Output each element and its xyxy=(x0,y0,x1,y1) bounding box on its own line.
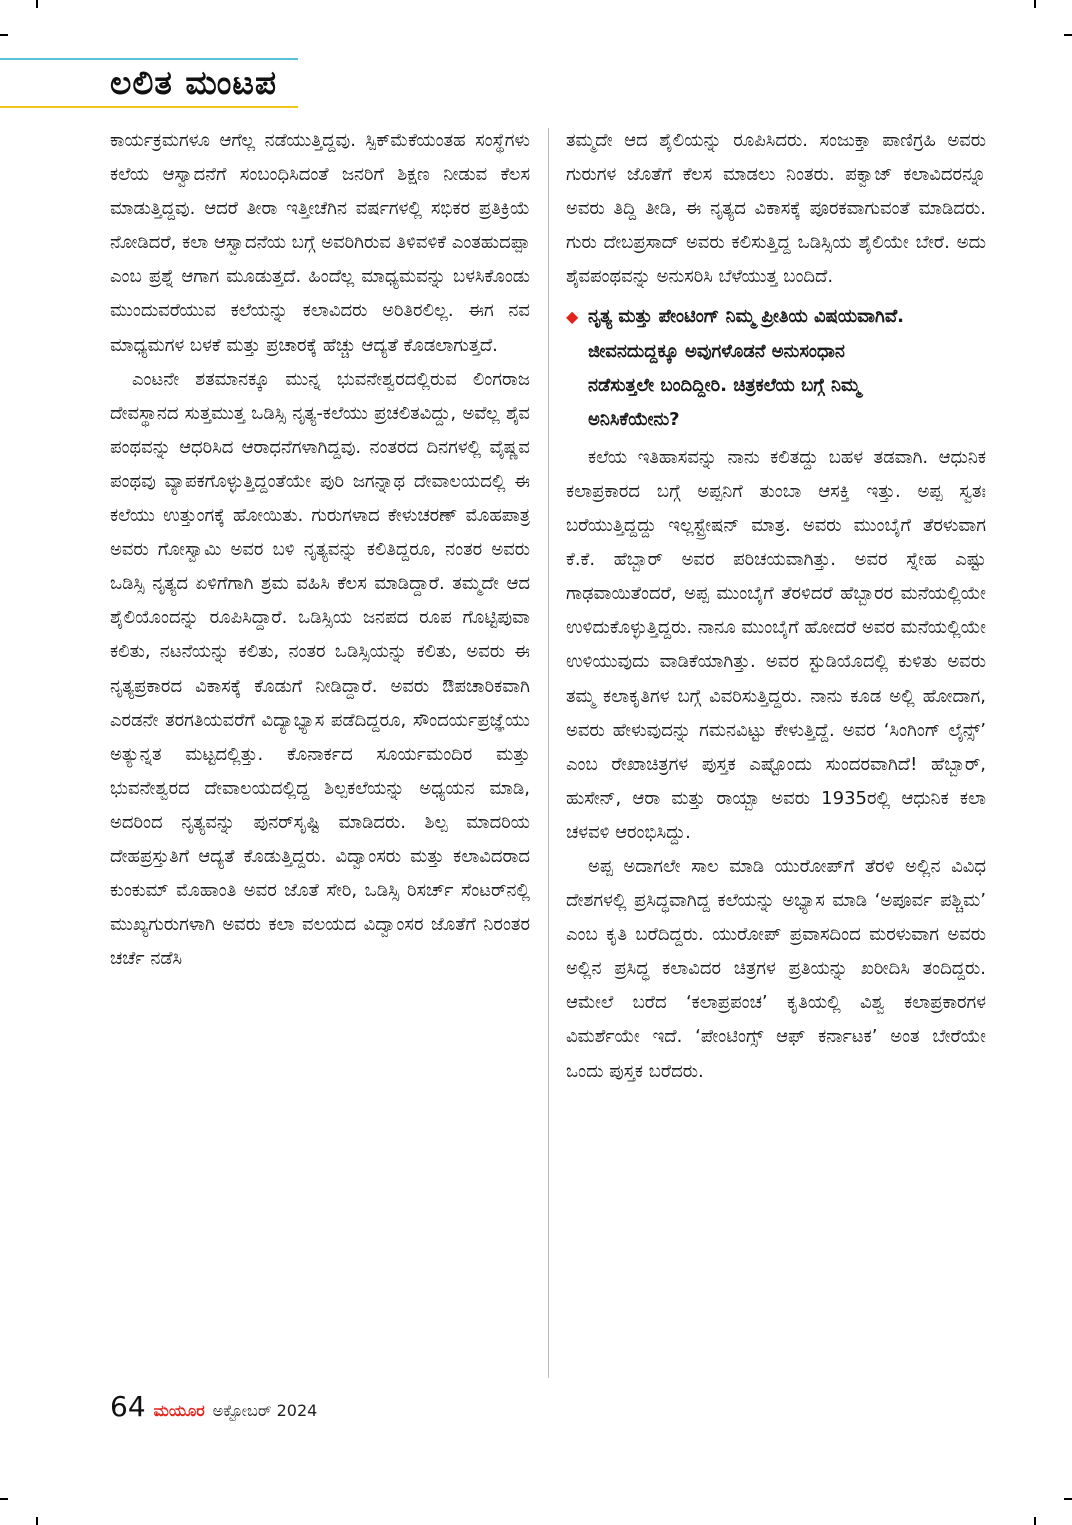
issue-date: ಅಕ್ಟೋಬರ್ 2024 xyxy=(212,1401,318,1420)
section-rule-bottom xyxy=(0,106,298,108)
paragraph: ಕಲೆಯ ಇತಿಹಾಸವನ್ನು ನಾನು ಕಲಿತದ್ದು ಬಹಳ ತಡವಾಗಿ. ಆಧುನಿಕ ಕಲಾಪ್ರಕಾರದ ಬಗ್ಗೆ ಅಪ್ಪನಿಗೆ ತುಂಬಾ ಆಸಕ್ತಿ ಇತ್ತು. ಅಪ್ಪ ಸ್ವತಃ ಬರೆಯುತ್ತಿದ್ದದ್ದು ಇಲ್ಲಸ್ಟ್ರೇಷನ್ ಮಾತ್ರ. ಅವರು ಮುಂಬೈಗೆ ತೆರಳುವಾಗ ಕೆ.ಕೆ. ಹೆಬ್ಬಾರ್ ಅವರ ಪರಿಚಯವಾಗಿತ್ತು. ಅವರ ಸ್ನೇಹ ಎಷ್ಟು ಗಾಢವಾಯಿತೆಂದರೆ, ಅಪ್ಪ ಮುಂಬೈಗೆ ತೆರಳಿದರೆ ಹೆಬ್ಬಾರರ ಮನೆಯಲ್ಲಿಯೇ ಉಳಿದುಕೊಳ್ಳುತ್ತಿದ್ದರು. ನಾನೂ ಮುಂಬೈಗೆ ಹೋದರೆ ಅವರ ಮನೆಯಲ್ಲಿಯೇ ಉಳಿಯುವುದು ವಾಡಿಕೆಯಾಗಿತ್ತು. ಅವರ ಸ್ಟುಡಿಯೊದಲ್ಲಿ ಕುಳಿತು ಅವರು ತಮ್ಮ ಕಲಾಕೃತಿಗಳ ಬಗ್ಗೆ ವಿವರಿಸುತ್ತಿದ್ದರು. ನಾನು ಕೂಡ ಅಲ್ಲಿ ಹೋದಾಗ, ಅವರು ಹೇಳುವುದನ್ನು ಗಮನವಿಟ್ಟು ಕೇಳುತ್ತಿದ್ದೆ. ಅವರ ‘ಸಿಂಗಿಂಗ್ ಲೈನ್ಸ್’ ಎಂಬ ರೇಖಾಚಿತ್ರಗಳ ಪುಸ್ತಕ ಎಷ್ಟೊಂದು ಸುಂದರವಾಗಿದೆ! ಹೆಬ್ಬಾರ್, ಹುಸೇನ್, ಆರಾ ಮತ್ತು ರಾಯ್ಬಾ ಅವರು 1935ರಲ್ಲಿ ಆಧುನಿಕ ಕಲಾ ಚಳವಳಿ ಆರಂಭಿಸಿದ್ದು. xyxy=(566,446,986,843)
paragraph: ತಮ್ಮದೇ ಆದ ಶೈಲಿಯನ್ನು ರೂಪಿಸಿದರು. ಸಂಜುಕ್ತಾ ಪಾಣಿಗ್ರಹಿ ಅವರು ಗುರುಗಳ ಜೊತೆಗೆ ಕೆಲಸ ಮಾಡಲು ನಿಂತರು. ಪಕ್ವಾಜ್ ಕಲಾವಿದರನ್ನೂ ಅವರು ತಿದ್ದಿ ತೀಡಿ, ಈ ನೃತ್ಯದ ವಿಕಾಸಕ್ಕೆ ಪೂರಕವಾಗುವಂತೆ ಮಾಡಿದರು. ಗುರು ದೇಬಪ್ರಸಾದ್ ಅವರು ಕಲಿಸುತ್ತಿದ್ದ ಒಡಿಸ್ಸಿಯ ಶೈಲಿಯೇ ಬೇರೆ. ಅದು ಶೈವಪಂಥವನ್ನು ಅನುಸರಿಸಿ ಬೆಳೆಯುತ್ತ ಬಂದಿದೆ. xyxy=(566,130,986,288)
section-title: ಲಲಿತ ಮಂಟಪ xyxy=(110,63,278,102)
crop-mark xyxy=(1034,1517,1036,1525)
crop-mark xyxy=(36,1517,38,1525)
crop-mark xyxy=(36,0,38,8)
crop-mark xyxy=(0,34,8,36)
crop-mark xyxy=(1064,34,1072,36)
magazine-logo: ಮಯೂರ xyxy=(153,1401,205,1420)
crop-mark xyxy=(1034,0,1036,8)
question-bullet-icon: ◆ xyxy=(566,307,579,327)
paragraph: ಕಾರ್ಯಕ್ರಮಗಳೂ ಆಗೆಲ್ಲ ನಡೆಯುತ್ತಿದ್ದವು. ಸ್ಪಿಕ್‌ಮೆಕೆಯಂತಹ ಸಂಸ್ಥೆಗಳು ಕಲೆಯ ಆಸ್ವಾದನೆಗೆ ಸಂಬಂಧಿಸಿದಂತೆ ಜನರಿಗೆ ಶಿಕ್ಷಣ ನೀಡುವ ಕೆಲಸ ಮಾಡುತ್ತಿದ್ದವು. ಆದರೆ ತೀರಾ ಇತ್ತೀಚೆಗಿನ ವರ್ಷಗಳಲ್ಲಿ ಸಭಿಕರ ಪ್ರತಿಕ್ರಿಯೆ ನೋಡಿದರೆ, ಕಲಾ ಆಸ್ವಾದನೆಯ ಬಗ್ಗೆ ಅವರಿಗಿರುವ ತಿಳಿವಳಿಕೆ ಎಂತಹುದಪ್ಪಾ ಎಂಬ ಪ್ರಶ್ನೆ ಆಗಾಗ ಮೂಡುತ್ತದೆ. ಹಿಂದೆಲ್ಲ ಮಾಧ್ಯಮವನ್ನು ಬಳಸಿಕೊಂಡು ಮುಂದುವರೆಯುವ ಕಲೆಯನ್ನು ಕಲಾವಿದರು ಅರಿತಿರಲಿಲ್ಲ. ಈಗ ನವ ಮಾಧ್ಯಮಗಳ ಬಳಕೆ ಮತ್ತು ಪ್ರಚಾರಕ್ಕೆ ಹೆಚ್ಚು ಆದ್ಯತೆ ಕೊಡಲಾಗುತ್ತದೆ. xyxy=(110,130,530,356)
question-text: ನೃತ್ಯ ಮತ್ತು ಪೇಂಟಿಂಗ್ ನಿಮ್ಮ ಪ್ರೀತಿಯ ವಿಷಯವಾಗಿವೆ. ಜೀವನದುದ್ದಕ್ಕೂ ಅವುಗಳೊಡನೆ ಅನುಸಂಧಾನ ನಡೆಸುತ್ತಲೇ ಬಂದಿದ್ದೀರಿ. ಚಿತ್ರಕಲೆಯ ಬಗ್ಗೆ ನಿಮ್ಮ ಅನಿಸಿಕೆಯೇನು? xyxy=(588,306,904,430)
paragraph: ಎಂಟನೇ ಶತಮಾನಕ್ಕೂ ಮುನ್ನ ಭುವನೇಶ್ವರದಲ್ಲಿರುವ ಲಿಂಗರಾಜ ದೇವಸ್ಥಾನದ ಸುತ್ತಮುತ್ತ ಒಡಿಸ್ಸಿ ನೃತ್ಯ-ಕಲೆಯು ಪ್ರಚಲಿತವಿದ್ದು, ಅವೆಲ್ಲ ಶೈವ ಪಂಥವನ್ನು ಆಧರಿಸಿದ ಆರಾಧನೆಗಳಾಗಿದ್ದವು. ನಂತರದ ದಿನಗಳಲ್ಲಿ ವೈಷ್ಣವ ಪಂಥವು ವ್ಯಾಪಕಗೊಳ್ಳುತ್ತಿದ್ದಂತೆಯೇ ಪುರಿ ಜಗನ್ನಾಥ ದೇವಾಲಯದಲ್ಲಿ ಈ ಕಲೆಯು ಉತ್ತುಂಗಕ್ಕೆ ಹೋಯಿತು. ಗುರುಗಳಾದ ಕೇಳುಚರಣ್ ಮೊಹಪಾತ್ರ ಅವರು ಗೋಸ್ವಾಮಿ ಅವರ ಬಳಿ ನೃತ್ಯವನ್ನು ಕಲಿತಿದ್ದರೂ, ನಂತರ ಅವರು ಒಡಿಸ್ಸಿ ನೃತ್ಯದ ಏಳಿಗೆಗಾಗಿ ಶ್ರಮ ವಹಿಸಿ ಕೆಲಸ ಮಾಡಿದ್ದಾರೆ. ತಮ್ಮದೇ ಆದ ಶೈಲಿಯೊಂದನ್ನು ರೂಪಿಸಿದ್ದಾರೆ. ಒಡಿಸ್ಸಿಯ ಜನಪದ ರೂಪ ಗೊಟ್ಟಿಪುವಾ ಕಲಿತು, ನಟನೆಯನ್ನು ಕಲಿತು, ನಂತರ ಒಡಿಸ್ಸಿಯನ್ನು ಕಲಿತು, ಅವರು ಈ ನೃತ್ಯಪ್ರಕಾರದ ವಿಕಾಸಕ್ಕೆ ಕೊಡುಗೆ ನೀಡಿದ್ದಾರೆ. ಅವರು ಔಪಚಾರಿಕವಾಗಿ ಎರಡನೇ ತರಗತಿಯವರೆಗೆ ವಿದ್ಯಾಭ್ಯಾಸ ಪಡೆದಿದ್ದರೂ, ಸೌಂದರ್ಯಪ್ರಜ್ಞೆಯು ಅತ್ಯುನ್ನತ ಮಟ್ಟದಲ್ಲಿತ್ತು. ಕೊನಾರ್ಕದ ಸೂರ್ಯಮಂದಿರ ಮತ್ತು ಭುವನೇಶ್ವರದ ದೇವಾಲಯದಲ್ಲಿದ್ದ ಶಿಲ್ಪಕಲೆಯನ್ನು ಅಧ್ಯಯನ ಮಾಡಿ, ಅದರಿಂದ ನೃತ್ಯವನ್ನು ಪುನರ್‌ಸೃಷ್ಟಿ ಮಾಡಿದರು. ಶಿಲ್ಪ ಮಾದರಿಯ ದೇಹಪ್ರಸ್ತುತಿಗೆ ಆದ್ಯತೆ ಕೊಡುತ್ತಿದ್ದರು. ವಿದ್ವಾಂಸರು ಮತ್ತು ಕಲಾವಿದರಾದ ಕುಂಕುಮ್ ಮೊಹಾಂತಿ ಅವರ ಜೊತೆ ಸೇರಿ, ಒಡಿಸ್ಸಿ ರಿಸರ್ಚ್ ಸೆಂಟರ್‌ನಲ್ಲಿ ಮುಖ್ಯಗುರುಗಳಾಗಿ ಅವರು ಕಲಾ ವಲಯದ ವಿದ್ವಾಂಸರ ಜೊತೆಗೆ ನಿರಂತರ ಚರ್ಚೆ ನಡೆಸಿ xyxy=(110,368,531,970)
crop-mark xyxy=(0,1498,8,1500)
page-footer xyxy=(110,1390,317,1423)
interview-question xyxy=(566,300,986,436)
crop-mark xyxy=(1064,1498,1072,1500)
page-number: 64 xyxy=(110,1390,146,1423)
column-divider xyxy=(548,128,549,1378)
article-column-right xyxy=(566,124,986,1089)
article-column-left xyxy=(110,124,530,976)
paragraph: ಅಪ್ಪ ಅದಾಗಲೇ ಸಾಲ ಮಾಡಿ ಯುರೋಪ್‌ಗೆ ತೆರಳಿ ಅಲ್ಲಿನ ವಿವಿಧ ದೇಶಗಳಲ್ಲಿ ಪ್ರಸಿದ್ಧವಾಗಿದ್ದ ಕಲೆಯನ್ನು ಅಭ್ಯಾಸ ಮಾಡಿ ‘ಅಪೂರ್ವ ಪಶ್ಚಿಮ’ ಎಂಬ ಕೃತಿ ಬರೆದಿದ್ದರು. ಯುರೋಪ್ ಪ್ರವಾಸದಿಂದ ಮರಳುವಾಗ ಅವರು ಅಲ್ಲಿನ ಪ್ರಸಿದ್ಧ ಕಲಾವಿದರ ಚಿತ್ರಗಳ ಪ್ರತಿಯನ್ನು ಖರೀದಿಸಿ ತಂದಿದ್ದರು. ಆಮೇಲೆ ಬರೆದ ‘ಕಲಾಪ್ರಪಂಚ’ ಕೃತಿಯಲ್ಲಿ ವಿಶ್ವ ಕಲಾಪ್ರಕಾರಗಳ ವಿಮರ್ಶೆಯೇ ಇದೆ. ‘ಪೇಂಟಿಂಗ್ಸ್ ಆಫ್ ಕರ್ನಾಟಕ’ ಅಂತ ಬೇರೆಯೇ ಒಂದು ಪುಸ್ತಕ ಬರೆದರು. xyxy=(566,855,986,1082)
